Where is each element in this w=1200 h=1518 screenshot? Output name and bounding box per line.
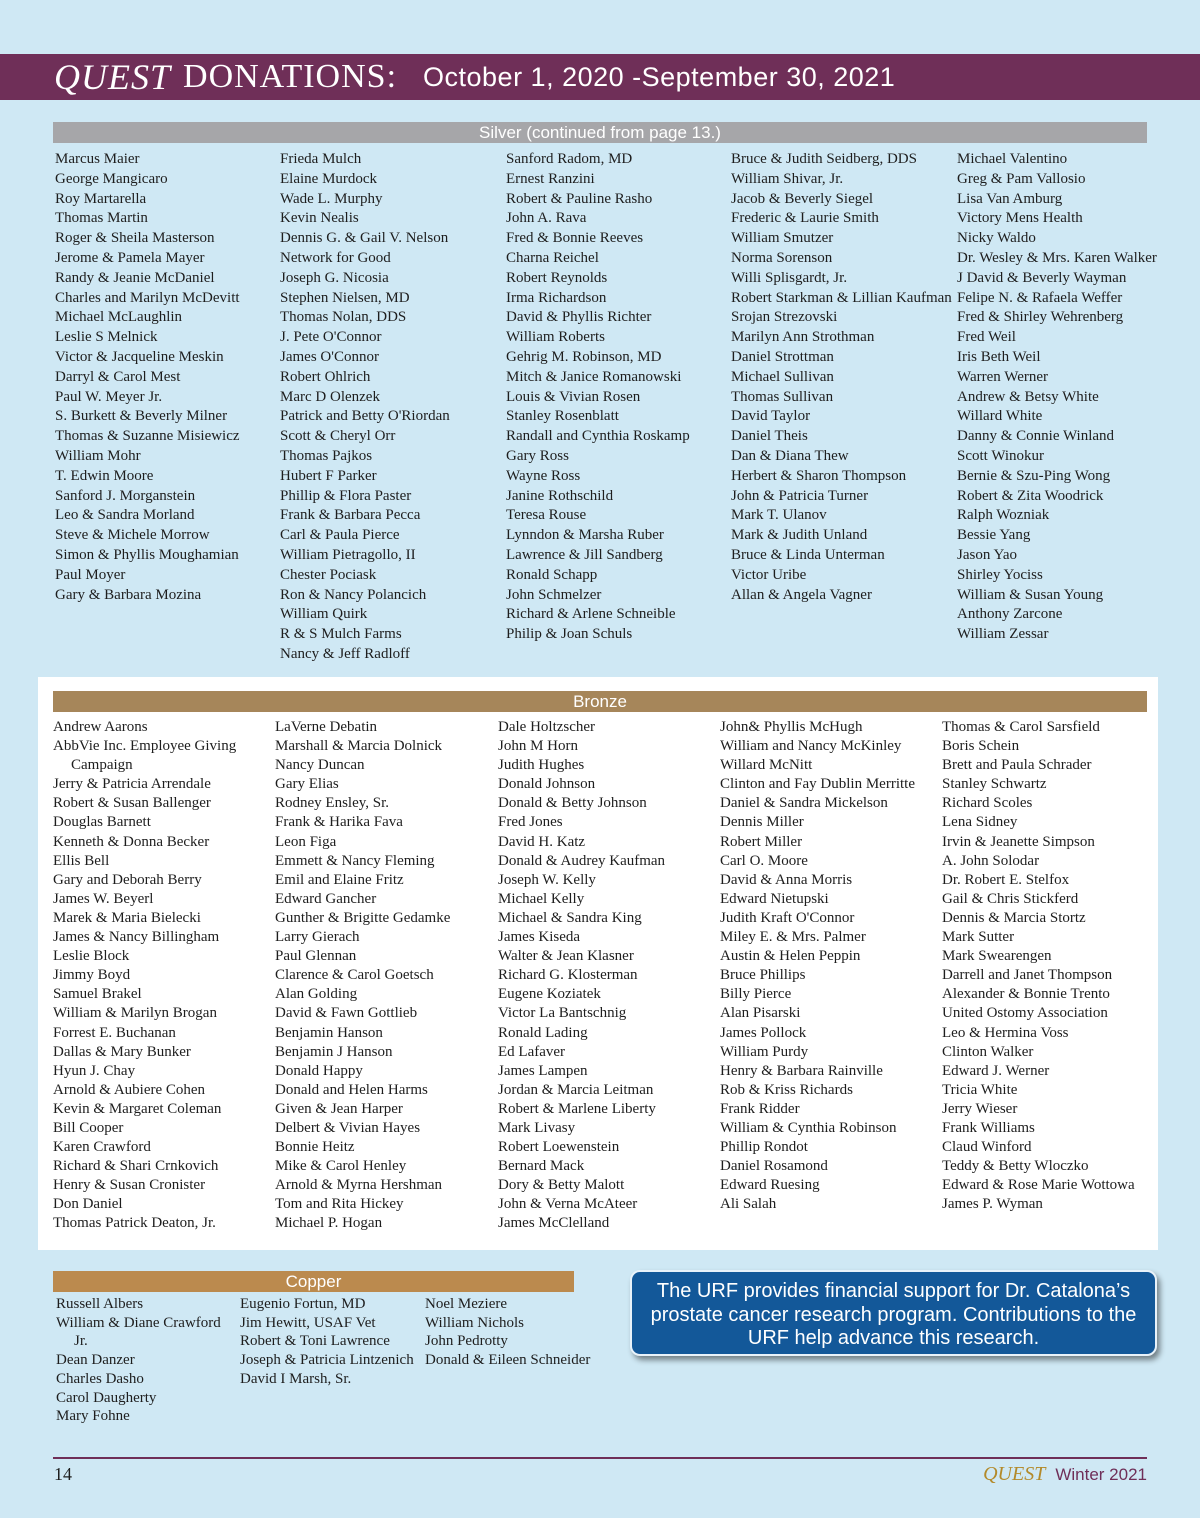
donor-name: Teddy & Betty Wloczko — [942, 1158, 1089, 1175]
donor-name: Eugene Koziatek — [498, 986, 601, 1003]
donor-name: Leo & Sandra Morland — [55, 507, 195, 524]
donor-name: Rob & Kriss Richards — [720, 1081, 853, 1098]
donor-name: Jim Hewitt, USAF Vet — [240, 1314, 376, 1331]
donor-name: William & Diane Crawford Jr. — [56, 1314, 221, 1350]
donor-name: Robert & Pauline Rasho — [506, 190, 653, 207]
donor-name: Carl & Paula Pierce — [280, 527, 400, 544]
donor-name: A. John Solodar — [942, 852, 1040, 869]
donor-name: Boris Schein — [942, 738, 1020, 755]
donor-name: Robert & Susan Ballenger — [53, 795, 211, 812]
donor-name: Bruce & Linda Unterman — [731, 546, 885, 563]
donor-name: William Roberts — [506, 329, 605, 346]
donor-name: Paul Moyer — [55, 566, 126, 583]
donor-name: Carl O. Moore — [720, 852, 808, 869]
donor-name: Edward J. Werner — [942, 1062, 1050, 1079]
donor-name: Hyun J. Chay — [53, 1062, 136, 1079]
bronze-column — [498, 718, 718, 1234]
donor-name: Sanford J. Morganstein — [55, 487, 196, 504]
donor-name: Clarence & Carol Goetsch — [275, 967, 434, 984]
donations-title: DONATIONS: — [183, 58, 398, 95]
donor-name: William & Marilyn Brogan — [53, 1005, 217, 1022]
donor-name: Emmett & Nancy Fleming — [275, 852, 435, 869]
donor-name: Chester Pociask — [280, 566, 377, 583]
donor-name: Darryl & Carol Mest — [55, 368, 181, 385]
donor-name: Anthony Zarcone — [957, 606, 1063, 623]
donor-name: David H. Katz — [498, 833, 586, 850]
donor-name: Steve & Michele Morrow — [55, 527, 210, 544]
donor-name: Robert & Zita Woodrick — [957, 487, 1104, 504]
donor-name: John& Phyllis McHugh — [720, 719, 863, 735]
donor-name: Daniel Theis — [731, 428, 808, 445]
donor-name: Brett and Paula Schrader — [942, 757, 1092, 774]
donor-name: Henry & Susan Cronister — [53, 1177, 206, 1194]
donor-name: Michael Kelly — [498, 890, 585, 907]
donor-name: Clinton and Fay Dublin Merritte — [720, 776, 915, 793]
donor-name: Don Daniel — [53, 1196, 123, 1213]
donor-name: Jason Yao — [957, 546, 1018, 563]
donor-name: John & Patricia Turner — [731, 487, 869, 504]
donor-name: Marcus Maier — [55, 151, 140, 167]
donor-name: Darrell and Janet Thompson — [942, 967, 1113, 984]
donor-name: Dennis & Marcia Stortz — [942, 909, 1086, 926]
donor-name: Wade L. Murphy — [280, 190, 383, 207]
donor-name: Dory & Betty Malott — [498, 1177, 625, 1194]
donor-name: Jerry Wieser — [942, 1100, 1018, 1117]
urf-callout — [630, 1270, 1157, 1356]
donor-name: Charna Reichel — [506, 249, 599, 266]
donor-name: Ed Lafaver — [498, 1043, 566, 1060]
page-header-banner — [0, 54, 1200, 100]
donor-name: Daniel Rosamond — [720, 1158, 828, 1175]
donor-name: Dale Holtzscher — [498, 719, 596, 735]
donor-name: Richard G. Klosterman — [498, 967, 638, 984]
donor-name: Andrew & Betsy White — [957, 388, 1099, 405]
donor-name: Edward Nietupski — [720, 890, 829, 907]
donor-name: Stanley Rosenblatt — [506, 408, 619, 425]
donor-name: Hubert F Parker — [280, 467, 377, 484]
donor-name: Michael P. Hogan — [275, 1215, 383, 1232]
donor-name: Robert Loewenstein — [498, 1139, 620, 1156]
donor-name: Jerry & Patricia Arrendale — [53, 776, 211, 793]
donor-name: Jimmy Boyd — [53, 967, 131, 984]
donor-name: Mark & Judith Unland — [731, 527, 868, 544]
donor-name: Thomas & Carol Sarsfield — [942, 719, 1100, 735]
donor-name: Michael McLaughlin — [55, 309, 183, 326]
donor-name: John & Verna McAteer — [498, 1196, 638, 1213]
donor-name: Edward Ruesing — [720, 1177, 820, 1194]
bronze-column — [942, 718, 1162, 1214]
donor-name: Iris Beth Weil — [957, 348, 1041, 365]
donor-name: Lena Sidney — [942, 814, 1018, 831]
donor-name: Mike & Carol Henley — [275, 1158, 407, 1175]
donor-name: Danny & Connie Winland — [957, 428, 1115, 445]
donor-name: James W. Beyerl — [53, 890, 154, 907]
donor-name: Dr. Wesley & Mrs. Karen Walker — [957, 249, 1157, 266]
footer-issue-date: Winter 2021 — [1055, 1465, 1147, 1484]
donor-name: Thomas Pajkos — [280, 447, 373, 464]
donor-name: Donald Johnson — [498, 776, 596, 793]
donor-name: Douglas Barnett — [53, 814, 151, 831]
donor-name: Andrew Aarons — [53, 719, 148, 735]
donor-name: Stephen Nielsen, MD — [280, 289, 410, 306]
donor-name: Alan Golding — [275, 986, 358, 1003]
donor-name: David Taylor — [731, 408, 811, 425]
donor-name: Joseph G. Nicosia — [280, 269, 389, 286]
donor-name: Kevin Nealis — [280, 210, 359, 227]
donor-name: Delbert & Vivian Hayes — [275, 1119, 421, 1136]
donor-name: Tom and Rita Hickey — [275, 1196, 404, 1213]
donor-name: Herbert & Sharon Thompson — [731, 467, 907, 484]
donor-name: Dennis G. & Gail V. Nelson — [280, 230, 449, 247]
donor-name: Samuel Brakel — [53, 986, 142, 1003]
donor-name: Mark Sutter — [942, 929, 1015, 946]
donor-name: John Schmelzer — [506, 586, 602, 603]
donor-name: James O'Connor — [280, 348, 379, 365]
donor-name: Michael Sullivan — [731, 368, 834, 385]
donor-name: Frieda Mulch — [280, 151, 362, 167]
page-number: 14 — [54, 1464, 72, 1484]
donor-name: Network for Good — [280, 249, 391, 266]
donor-name: Walter & Jean Klasner — [498, 948, 634, 965]
donor-name: Given & Jean Harper — [275, 1100, 403, 1117]
donor-name: Edward & Rose Marie Wottowa — [942, 1177, 1135, 1194]
donor-name: James Pollock — [720, 1024, 807, 1041]
donor-name: Jordan & Marcia Leitman — [498, 1081, 654, 1098]
donor-name: David & Fawn Gottlieb — [275, 1005, 418, 1022]
donor-name: Frank & Barbara Pecca — [280, 507, 421, 524]
donor-name: Benjamin Hanson — [275, 1024, 383, 1041]
donor-name: David I Marsh, Sr. — [240, 1370, 352, 1387]
donor-name: John M Horn — [498, 738, 579, 755]
donor-name: Willard White — [957, 408, 1043, 425]
donor-name: Michael Valentino — [957, 151, 1068, 167]
donor-name: Claud Winford — [942, 1139, 1032, 1156]
donor-name: Austin & Helen Peppin — [720, 948, 861, 965]
donor-name: Ronald Lading — [498, 1024, 588, 1041]
donor-name: Judith Hughes — [498, 757, 585, 774]
donor-name: S. Burkett & Beverly Milner — [55, 408, 228, 425]
bronze-heading: Bronze — [53, 691, 1147, 712]
donor-name: Victor & Jacqueline Meskin — [55, 348, 224, 365]
donor-name: George Mangicaro — [55, 170, 168, 187]
donor-name: William Purdy — [720, 1043, 809, 1060]
donor-name: Daniel & Sandra Mickelson — [720, 795, 888, 812]
donor-name: William Smutzer — [731, 230, 834, 247]
donor-name: Victor La Bantschnig — [498, 1005, 627, 1022]
donor-name: Randall and Cynthia Roskamp — [506, 428, 690, 445]
donor-name: John Pedrotty — [425, 1333, 508, 1350]
donor-name: Victor Uribe — [731, 566, 807, 583]
donor-name: Donald & Audrey Kaufman — [498, 852, 666, 869]
donor-name: Tricia White — [942, 1081, 1018, 1098]
donor-name: Lynndon & Marsha Ruber — [506, 527, 664, 544]
donor-name: Donald & Eileen Schneider — [425, 1352, 591, 1369]
bronze-column — [53, 718, 273, 1234]
silver-column — [731, 150, 953, 605]
footer-brand: QUEST — [983, 1463, 1046, 1485]
donor-name: Janine Rothschild — [506, 487, 614, 504]
donor-name: Leon Figa — [275, 833, 337, 850]
donor-name: William Shivar, Jr. — [731, 170, 844, 187]
donor-name: LaVerne Debatin — [275, 719, 378, 735]
donor-name: William and Nancy McKinley — [720, 738, 902, 755]
donor-name: Clinton Walker — [942, 1043, 1034, 1060]
donor-name: Larry Gierach — [275, 929, 360, 946]
donor-name: Forrest E. Buchanan — [53, 1024, 176, 1041]
donor-name: David & Phyllis Richter — [506, 309, 652, 326]
donor-name: Philip & Joan Schuls — [506, 626, 633, 643]
footer-issue — [983, 1463, 1147, 1486]
donor-name: Fred Jones — [498, 814, 563, 831]
donor-name: Marshall & Marcia Dolnick — [275, 738, 443, 755]
donor-name: Scott & Cheryl Orr — [280, 428, 396, 445]
donor-name: Warren Werner — [957, 368, 1049, 385]
silver-column — [506, 150, 728, 645]
donor-name: Rodney Ensley, Sr. — [275, 795, 390, 812]
donor-name: Benjamin J Hanson — [275, 1043, 393, 1060]
donor-name: William Nichols — [425, 1314, 524, 1331]
donor-name: Stanley Schwartz — [942, 776, 1047, 793]
donor-name: Robert Starkman & Lillian Kaufman — [731, 289, 952, 306]
donor-name: AbbVie Inc. Employee Giving Campaign — [53, 738, 237, 774]
donor-name: William Mohr — [55, 447, 141, 464]
donor-name: Marek & Maria Bielecki — [53, 909, 201, 926]
donor-name: Allan & Angela Vagner — [731, 586, 872, 603]
donor-name: Scott Winokur — [957, 447, 1045, 464]
donor-name: Lisa Van Amburg — [957, 190, 1063, 207]
donor-name: Charles and Marilyn McDevitt — [55, 289, 240, 306]
donor-name: William Quirk — [280, 606, 368, 623]
donor-name: William Zessar — [957, 626, 1049, 643]
donor-name: Mark Swearengen — [942, 948, 1052, 965]
donor-name: Marc D Olenzek — [280, 388, 380, 405]
silver-column — [957, 150, 1179, 645]
donor-name: Joseph W. Kelly — [498, 871, 596, 888]
donor-name: Dallas & Mary Bunker — [53, 1043, 191, 1060]
donor-name: Dr. Robert E. Stelfox — [942, 871, 1070, 888]
donor-name: Edward Gancher — [275, 890, 377, 907]
donor-name: William & Cynthia Robinson — [720, 1119, 897, 1136]
donor-name: Leslie Block — [53, 948, 130, 965]
donor-name: Mark T. Ulanov — [731, 507, 827, 524]
bronze-column — [720, 718, 940, 1214]
donor-name: Victory Mens Health — [957, 210, 1083, 227]
donor-name: Richard & Arlene Schneible — [506, 606, 676, 623]
donor-name: Paul Glennan — [275, 948, 357, 965]
donor-name: Robert & Marlene Liberty — [498, 1100, 656, 1117]
donor-name: Alan Pisarski — [720, 1005, 801, 1022]
copper-heading: Copper — [53, 1271, 574, 1292]
donor-name: David & Anna Morris — [720, 871, 853, 888]
footer-rule — [53, 1457, 1147, 1459]
donor-name: James Kiseda — [498, 929, 581, 946]
donor-name: Thomas Martin — [55, 210, 148, 227]
donor-name: Robert Ohlrich — [280, 368, 371, 385]
donor-name: Ernest Ranzini — [506, 170, 595, 187]
donor-name: Teresa Rouse — [506, 507, 587, 524]
silver-column — [280, 150, 502, 665]
donor-name: Leslie S Melnick — [55, 329, 158, 346]
donor-name: Norma Sorenson — [731, 249, 833, 266]
donor-name: Daniel Strottman — [731, 348, 834, 365]
donor-name: Nancy & Jeff Radloff — [280, 645, 410, 662]
donor-name: James Lampen — [498, 1062, 588, 1079]
donor-name: Thomas Sullivan — [731, 388, 834, 405]
donor-name: James & Nancy Billingham — [53, 929, 220, 946]
donor-name: Thomas Nolan, DDS — [280, 309, 407, 326]
donor-name: Fred Weil — [957, 329, 1016, 346]
donor-name: Frank Ridder — [720, 1100, 800, 1117]
donor-name: Arnold & Myrna Hershman — [275, 1177, 443, 1194]
copper-column — [425, 1295, 605, 1370]
donor-name: Fred & Shirley Wehrenberg — [957, 309, 1124, 326]
donor-name: Robert & Toni Lawrence — [240, 1333, 390, 1350]
copper-column — [240, 1295, 420, 1389]
donor-name: Dennis Miller — [720, 814, 804, 831]
donor-name: Nicky Waldo — [957, 230, 1036, 247]
donor-name: Eugenio Fortun, MD — [240, 1296, 366, 1312]
donor-name: Roy Martarella — [55, 190, 147, 207]
silver-column — [55, 150, 277, 605]
donor-name: United Ostomy Association — [942, 1005, 1108, 1022]
donor-name: Joseph & Patricia Lintzenich — [240, 1352, 414, 1369]
donor-name: T. Edwin Moore — [55, 467, 154, 484]
donor-name: Kevin & Margaret Coleman — [53, 1100, 222, 1117]
donor-name: Frank & Harika Fava — [275, 814, 403, 831]
donor-name: Ellis Bell — [53, 852, 110, 869]
donor-name: Felipe N. & Rafaela Weffer — [957, 289, 1123, 306]
donor-name: William Pietragollo, II — [280, 546, 416, 563]
donor-name: James McClelland — [498, 1215, 610, 1232]
donor-name: Wayne Ross — [506, 467, 581, 484]
donor-name: Mary Fohne — [56, 1408, 130, 1425]
date-range: October 1, 2020 -September 30, 2021 — [423, 61, 896, 92]
donor-name: Sanford Radom, MD — [506, 151, 633, 167]
donor-name: Richard & Shari Crnkovich — [53, 1158, 219, 1175]
callout-text: The URF provides financial support for Dr. Catalona’s prostate cancer research program. Contributions to the URF help advance this research. — [650, 1280, 1137, 1350]
donor-name: Randy & Jeanie McDaniel — [55, 269, 215, 286]
donor-name: Thomas & Suzanne Misiewicz — [55, 428, 240, 445]
donor-name: Gail & Chris Stickferd — [942, 890, 1079, 907]
donor-name: Thomas Patrick Deaton, Jr. — [53, 1215, 216, 1232]
donor-name: Bernard Mack — [498, 1158, 585, 1175]
donor-name: Lawrence & Jill Sandberg — [506, 546, 663, 563]
donor-name: Mitch & Janice Romanowski — [506, 368, 682, 385]
donor-name: Dean Danzer — [56, 1352, 135, 1369]
donor-name: Shirley Yociss — [957, 566, 1043, 583]
donor-name: Russell Albers — [56, 1296, 144, 1312]
donor-name: John A. Rava — [506, 210, 587, 227]
donor-name: Ronald Schapp — [506, 566, 598, 583]
donor-name: Alexander & Bonnie Trento — [942, 986, 1110, 1003]
donor-name: Elaine Murdock — [280, 170, 378, 187]
donor-name: Carol Daugherty — [56, 1389, 157, 1406]
donor-name: Karen Crawford — [53, 1139, 151, 1156]
donor-name: Noel Meziere — [425, 1296, 508, 1312]
donor-name: Frank Williams — [942, 1119, 1035, 1136]
donor-name: Richard Scoles — [942, 795, 1033, 812]
donor-name: Arnold & Aubiere Cohen — [53, 1081, 206, 1098]
donor-name: Emil and Elaine Fritz — [275, 871, 404, 888]
donor-name: Phillip Rondot — [720, 1139, 808, 1156]
donor-name: Ron & Nancy Polancich — [280, 586, 427, 603]
donor-name: Gary and Deborah Berry — [53, 871, 202, 888]
donor-name: J. Pete O'Connor — [280, 329, 382, 346]
donor-name: Donald Happy — [275, 1062, 363, 1079]
donor-name: Fred & Bonnie Reeves — [506, 230, 644, 247]
donor-name: Bernie & Szu-Ping Wong — [957, 467, 1111, 484]
donor-name: Bonnie Heitz — [275, 1139, 355, 1156]
donor-name: Michael & Sandra King — [498, 909, 642, 926]
donor-name: Robert Miller — [720, 833, 803, 850]
donor-name: Marilyn Ann Strothman — [731, 329, 875, 346]
donor-name: J David & Beverly Wayman — [957, 269, 1127, 286]
donor-name: James P. Wyman — [942, 1196, 1043, 1213]
donor-name: Simon & Phyllis Moughamian — [55, 546, 239, 563]
quest-brand: QUEST — [54, 57, 172, 97]
donor-name: Paul W. Meyer Jr. — [55, 388, 163, 405]
donor-name: Dan & Diana Thew — [731, 447, 849, 464]
donor-name: Bessie Yang — [957, 527, 1031, 544]
donor-name: R & S Mulch Farms — [280, 626, 402, 643]
donor-name: Phillip & Flora Paster — [280, 487, 412, 504]
donor-name: Roger & Sheila Masterson — [55, 230, 215, 247]
donor-name: Gunther & Brigitte Gedamke — [275, 909, 451, 926]
donor-name: Greg & Pam Vallosio — [957, 170, 1086, 187]
donor-name: Bill Cooper — [53, 1119, 124, 1136]
donor-name: Jerome & Pamela Mayer — [55, 249, 205, 266]
donor-name: Jacob & Beverly Siegel — [731, 190, 874, 207]
donor-name: Louis & Vivian Rosen — [506, 388, 641, 405]
donor-name: Ralph Wozniak — [957, 507, 1050, 524]
donor-name: Bruce Phillips — [720, 967, 806, 984]
donor-name: Henry & Barbara Rainville — [720, 1062, 883, 1079]
donor-name: Robert Reynolds — [506, 269, 608, 286]
donor-name: Gary Ross — [506, 447, 569, 464]
donor-name: Gary & Barbara Mozina — [55, 586, 202, 603]
donor-name: Irma Richardson — [506, 289, 607, 306]
donor-name: Ali Salah — [720, 1196, 777, 1213]
donor-name: Mark Livasy — [498, 1119, 576, 1136]
silver-heading: Silver (continued from page 13.) — [53, 122, 1147, 143]
donor-name: Kenneth & Donna Becker — [53, 833, 210, 850]
donor-name: Patrick and Betty O'Riordan — [280, 408, 450, 425]
donor-name: Willi Splisgardt, Jr. — [731, 269, 848, 286]
donor-name: Srojan Strezovski — [731, 309, 838, 326]
donor-name: Donald & Betty Johnson — [498, 795, 647, 812]
donor-name: Leo & Hermina Voss — [942, 1024, 1069, 1041]
donor-name: Willard McNitt — [720, 757, 813, 774]
copper-column — [56, 1295, 236, 1426]
donor-name: Nancy Duncan — [275, 757, 365, 774]
donor-name: Miley E. & Mrs. Palmer — [720, 929, 866, 946]
donor-name: Gary Elias — [275, 776, 339, 793]
donor-name: Donald and Helen Harms — [275, 1081, 428, 1098]
donor-name: William & Susan Young — [957, 586, 1104, 603]
donor-name: Billy Pierce — [720, 986, 792, 1003]
donor-name: Judith Kraft O'Connor — [720, 909, 855, 926]
bronze-column — [275, 718, 495, 1234]
donor-name: Irvin & Jeanette Simpson — [942, 833, 1095, 850]
donor-name: Frederic & Laurie Smith — [731, 210, 879, 227]
donor-name: Gehrig M. Robinson, MD — [506, 348, 662, 365]
donor-name: Bruce & Judith Seidberg, DDS — [731, 151, 917, 167]
donor-name: Charles Dasho — [56, 1370, 144, 1387]
